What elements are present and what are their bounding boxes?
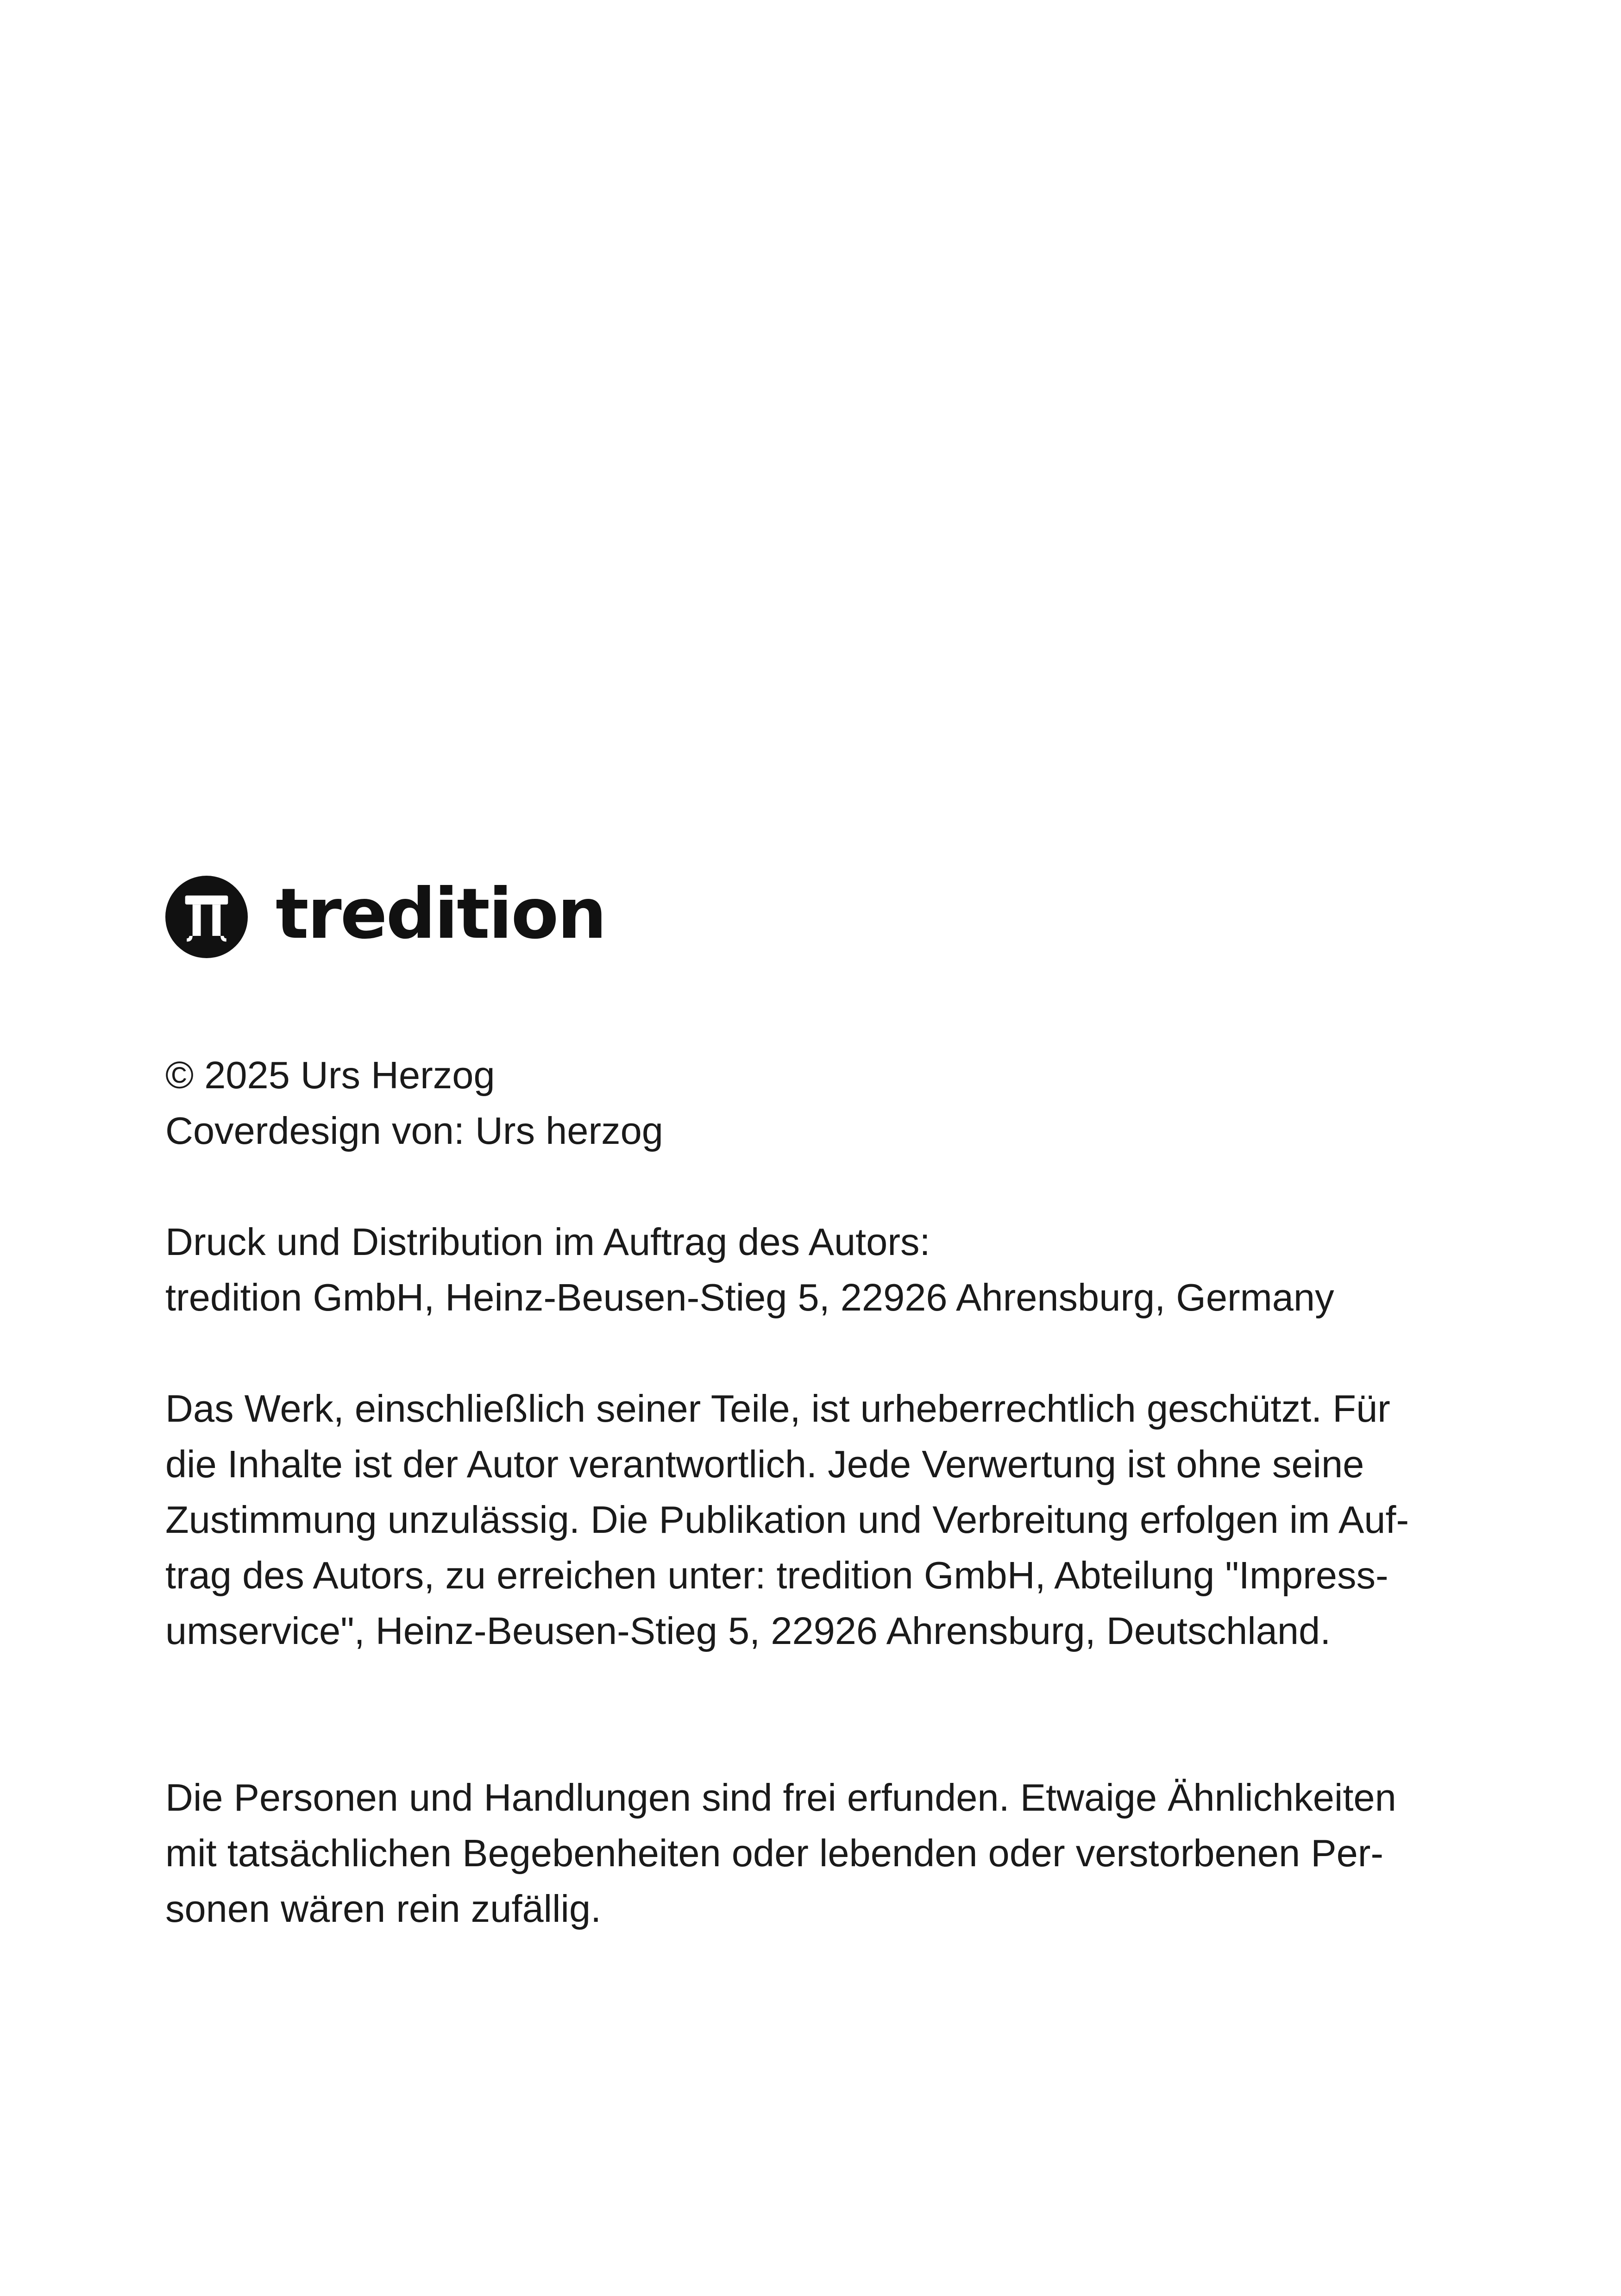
rights-line: Zustimmung unzulässig. Die Publikation und Verbreitung erfolgen im Auf- <box>165 1498 1409 1541</box>
copyright-line: © 2025 Urs Herzog <box>165 1054 495 1097</box>
copyright-block <box>165 1048 1462 1159</box>
disclaimer-paragraph <box>165 1770 1462 1937</box>
disclaimer-line: mit tatsächlichen Begebenheiten oder lebenden oder verstorbenen Per- <box>165 1832 1384 1875</box>
tredition-logo-icon <box>165 876 248 958</box>
cover-design-line: Coverdesign von: Urs herzog <box>165 1109 663 1152</box>
rights-line: umservice", Heinz-Beusen-Stieg 5, 22926 Ahrensburg, Deutschland. <box>165 1609 1331 1652</box>
publisher-logo <box>165 875 605 959</box>
printing-block <box>165 1214 1462 1325</box>
rights-line: Das Werk, einschließlich seiner Teile, ist urheberrechtlich geschützt. Für <box>165 1387 1390 1430</box>
printing-address: tredition GmbH, Heinz-Beusen-Stieg 5, 22926 Ahrensburg, Germany <box>165 1276 1334 1319</box>
rights-paragraph <box>165 1381 1462 1659</box>
rights-line: die Inhalte ist der Autor verantwortlich. Jede Verwertung ist ohne seine <box>165 1443 1364 1486</box>
publisher-wordmark: tredition <box>276 874 606 954</box>
imprint-text <box>165 1048 1462 1937</box>
printing-heading: Druck und Distribution im Auftrag des Autors: <box>165 1220 930 1263</box>
disclaimer-line: Die Personen und Handlungen sind frei erfunden. Etwaige Ähnlichkeiten <box>165 1776 1396 1819</box>
rights-line: trag des Autors, zu erreichen unter: tredition GmbH, Abteilung "Impress- <box>165 1554 1389 1597</box>
disclaimer-line: sonen wären rein zufällig. <box>165 1887 602 1930</box>
